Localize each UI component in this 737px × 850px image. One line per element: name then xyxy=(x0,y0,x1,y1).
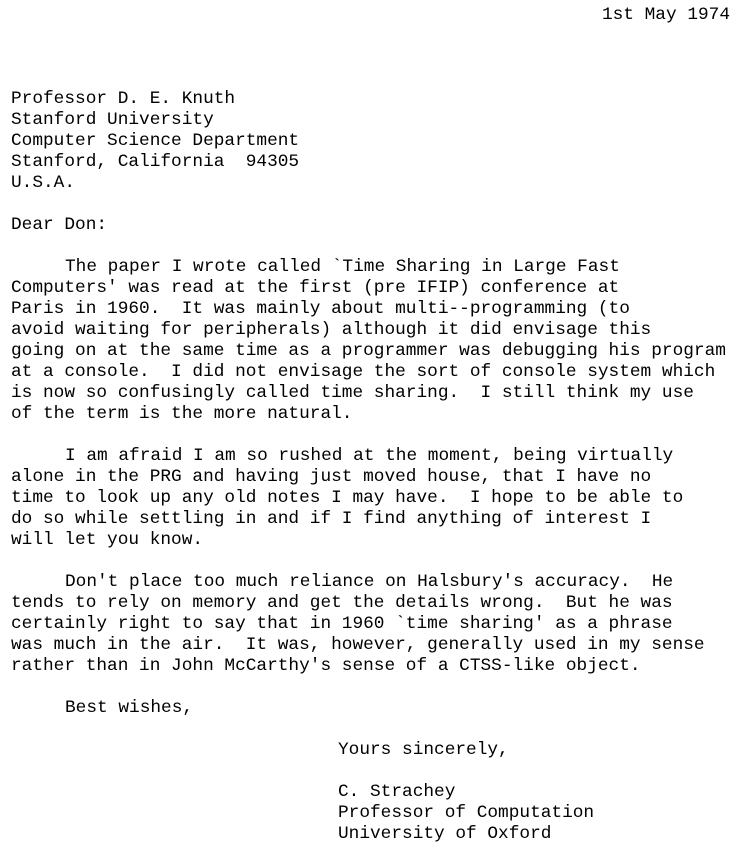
paragraph-line: I am afraid I am so rushed at the moment, being virtually xyxy=(65,446,674,466)
paragraph-line: Computers' was read at the first (pre IFIP) conference at xyxy=(11,278,620,298)
signature-name: C. Strachey xyxy=(338,782,456,802)
recipient-line: Professor D. E. Knuth xyxy=(11,89,236,109)
recipient-line: Computer Science Department xyxy=(11,131,300,151)
salutation: Dear Don: xyxy=(11,215,108,235)
recipient-line: Stanford University xyxy=(11,110,214,130)
paragraph-line: do so while settling in and if I find anything of interest I xyxy=(11,509,652,529)
paragraph-line: rather than in John McCarthy's sense of a CTSS-like object. xyxy=(11,656,641,676)
paragraph-line: alone in the PRG and having just moved house, that I have no xyxy=(11,467,652,487)
closing: Best wishes, xyxy=(65,698,194,718)
paragraph-line: Paris in 1960. It was mainly about multi--programming (to xyxy=(11,299,630,319)
paragraph-line: certainly right to say that in 1960 `time sharing' as a phrase xyxy=(11,614,673,634)
paragraph-line: Don't place too much reliance on Halsbury's accuracy. He xyxy=(65,572,674,592)
paragraph-line: was much in the air. It was, however, generally used in my sense xyxy=(11,635,705,655)
complimentary-close: Yours sincerely, xyxy=(338,740,509,760)
paragraph-line: of the term is the more natural. xyxy=(11,404,353,424)
paragraph-line: at a console. I did not envisage the sort of console system which xyxy=(11,362,716,382)
signature-institution: University of Oxford xyxy=(338,824,552,844)
paragraph-line: going on at the same time as a programmer was debugging his program xyxy=(11,341,726,361)
recipient-line: Stanford, California 94305 xyxy=(11,152,300,172)
signature-title: Professor of Computation xyxy=(338,803,595,823)
paragraph-line: tends to rely on memory and get the details wrong. But he was xyxy=(11,593,673,613)
paragraph-line: The paper I wrote called `Time Sharing in Large Fast xyxy=(65,257,620,277)
recipient-line: U.S.A. xyxy=(11,173,76,193)
paragraph-line: will let you know. xyxy=(11,530,204,550)
letter-date: 1st May 1974 xyxy=(601,5,730,25)
paragraph-line: avoid waiting for peripherals) although it did envisage this xyxy=(11,320,652,340)
paragraph-line: is now so confusingly called time sharing. I still think my use xyxy=(11,383,694,403)
paragraph-line: time to look up any old notes I may have. I hope to be able to xyxy=(11,488,684,508)
